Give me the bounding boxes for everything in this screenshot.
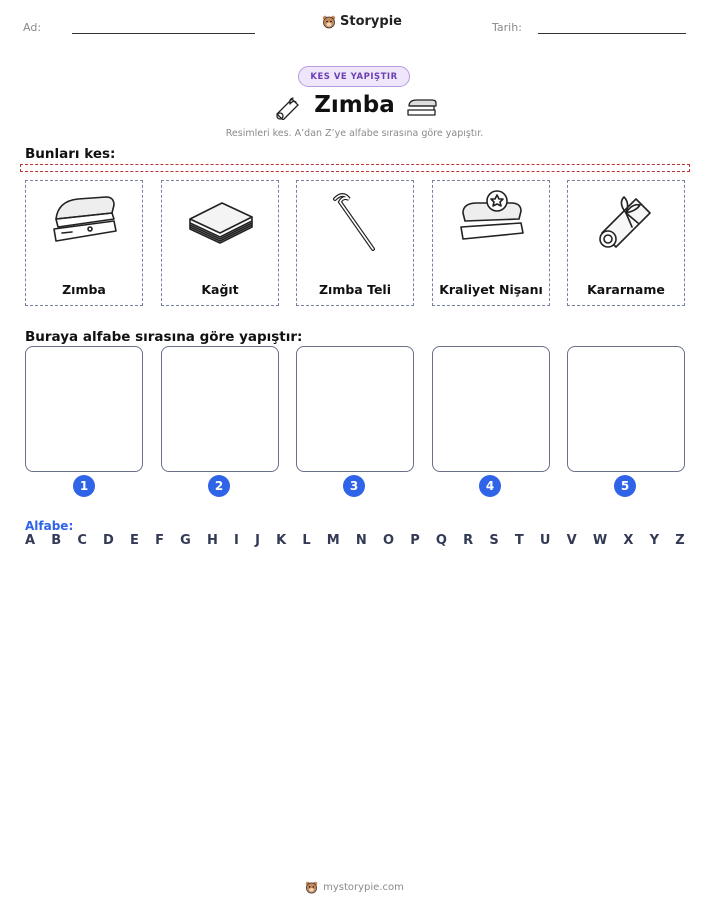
footer	[0, 881, 709, 894]
alphabet-letter: R	[463, 533, 474, 548]
alphabet-letter: Y	[649, 533, 660, 548]
stapler-icon	[406, 96, 438, 120]
alphabet-letter: J	[255, 533, 260, 548]
staple-wire-icon	[321, 189, 391, 251]
cut-card-5[interactable]	[567, 180, 685, 306]
alphabet-letter: I	[234, 533, 239, 548]
cut-card-1[interactable]	[25, 180, 143, 306]
date-line	[538, 33, 686, 34]
alphabet-letter: F	[155, 533, 164, 548]
alphabet-letter: L	[302, 533, 311, 548]
card-label: Zımba Teli	[318, 282, 392, 297]
paper-stack-icon	[186, 189, 256, 251]
paste-slot-1[interactable]	[25, 346, 143, 472]
cut-card-2[interactable]	[161, 180, 279, 306]
page-title: Zımba	[314, 92, 395, 118]
instructions: Resimleri kes. A’dan Z’ye alfabe sırasına göre yapıştır.	[225, 128, 484, 139]
alphabet-letter: H	[206, 533, 218, 548]
stapler-icon	[50, 189, 120, 251]
alphabet-letter: O	[382, 533, 395, 548]
card-label: Kraliyet Nişanı	[439, 282, 543, 297]
alphabet-letter: E	[130, 533, 139, 548]
name-label: Ad:	[23, 21, 42, 34]
alphabet-row	[25, 533, 685, 548]
card-label: Kararname	[587, 282, 665, 297]
activity-badge: KES VE YAPIŞTIR	[298, 66, 410, 87]
paste-slot-5[interactable]	[567, 346, 685, 472]
scroll-icon	[592, 189, 662, 251]
cut-card-4[interactable]	[432, 180, 550, 306]
paste-slot-3[interactable]	[296, 346, 414, 472]
alphabet-letter: B	[51, 533, 62, 548]
alphabet-letter: C	[77, 533, 87, 548]
slot-number-badge: 5	[614, 475, 636, 497]
alphabet-letter: G	[180, 533, 191, 548]
cut-section-heading: Bunları kes:	[25, 146, 116, 162]
alphabet-letter: Q	[435, 533, 447, 548]
royal-badge-icon	[457, 189, 527, 251]
alphabet-letter: N	[355, 533, 367, 548]
alphabet-letter: D	[103, 533, 114, 548]
name-line	[72, 33, 255, 34]
alphabet-letter: Z	[675, 533, 685, 548]
alphabet-letter: U	[539, 533, 551, 548]
cut-card-3[interactable]	[296, 180, 414, 306]
slot-number-badge: 3	[343, 475, 365, 497]
alphabet-letter: A	[25, 533, 36, 548]
slot-number-badge: 4	[479, 475, 501, 497]
card-label: Zımba	[62, 282, 106, 297]
alphabet-letter: S	[489, 533, 499, 548]
slot-number-badge: 2	[208, 475, 230, 497]
alphabet-letter: X	[623, 533, 634, 548]
alphabet-label: Alfabe:	[25, 519, 74, 533]
date-label: Tarih:	[492, 21, 522, 34]
alphabet-letter: K	[276, 533, 287, 548]
brand-logo	[322, 14, 402, 29]
paste-slot-4[interactable]	[432, 346, 550, 472]
slot-number-badge: 1	[73, 475, 95, 497]
paste-section-heading: Buraya alfabe sırasına göre yapıştır:	[25, 329, 303, 345]
alphabet-letter: P	[410, 533, 420, 548]
brand-name: Storypie	[340, 14, 402, 29]
alphabet-letter: V	[566, 533, 577, 548]
card-label: Kağıt	[201, 282, 239, 297]
alphabet-letter: M	[326, 533, 340, 548]
bear-icon	[305, 881, 318, 894]
paste-slot-2[interactable]	[161, 346, 279, 472]
footer-url[interactable]: mystorypie.com	[323, 882, 404, 893]
bear-icon	[322, 15, 336, 29]
alphabet-letter: T	[514, 533, 524, 548]
cut-line	[20, 164, 690, 172]
alphabet-letter: W	[592, 533, 608, 548]
